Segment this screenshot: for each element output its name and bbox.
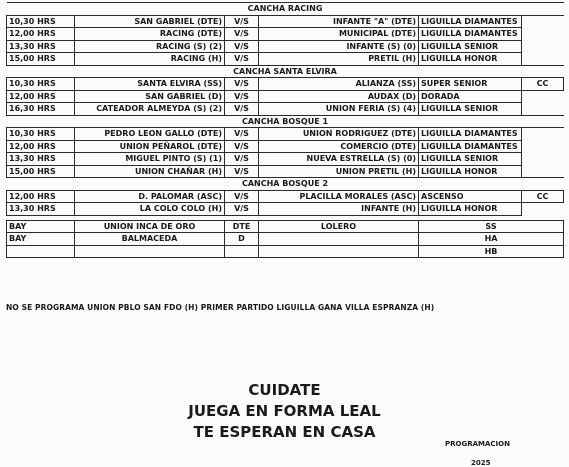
match-home: SAN GABRIEL (D): [75, 90, 225, 103]
match-time: 10,30 HRS: [7, 15, 75, 28]
match-away: UNION FERIA (S) (4): [259, 103, 419, 116]
bye-team: UNION INCA DE ORO: [75, 220, 225, 233]
match-flag: [522, 153, 564, 166]
table-row: [7, 90, 564, 103]
bye-label: [7, 245, 75, 258]
bye-row: [7, 245, 564, 258]
table-row: [7, 103, 564, 116]
section-header-row: [7, 115, 564, 128]
match-flag: CC: [522, 78, 564, 91]
match-time: 16,30 HRS: [7, 103, 75, 116]
match-flag: [522, 40, 564, 53]
match-vs: V/S: [225, 78, 259, 91]
table-row: [7, 78, 564, 91]
bye-row: [7, 220, 564, 233]
match-time: 10,30 HRS: [7, 78, 75, 91]
match-home: RACING (DTE): [75, 28, 225, 41]
match-vs: V/S: [225, 90, 259, 103]
match-flag: CC: [522, 190, 564, 203]
schedule-note: NO SE PROGRAMA UNION PBLO SAN FDO (H) PRIMER PARTIDO LIGUILLA GANA VILLA ESPRANZA (H): [6, 303, 435, 312]
match-category: LIGUILLA DIAMANTES: [419, 28, 522, 41]
section-title: CANCHA BOSQUE 2: [7, 178, 564, 191]
section-title: CANCHA RACING: [7, 3, 564, 16]
match-category: LIGUILLA HONOR: [419, 165, 522, 178]
match-flag: [522, 140, 564, 153]
match-vs: V/S: [225, 40, 259, 53]
bye-category: [225, 245, 259, 258]
match-home: CATEADOR ALMEYDA (S) (2): [75, 103, 225, 116]
match-flag: [522, 128, 564, 141]
match-time: 12,00 HRS: [7, 90, 75, 103]
table-row: [7, 153, 564, 166]
match-home: D. PALOMAR (ASC): [75, 190, 225, 203]
motto-line-2: JUEGA EN FORMA LEAL: [188, 402, 381, 420]
match-time: 13,30 HRS: [7, 40, 75, 53]
bye-team-2: LOLERO: [259, 220, 419, 233]
match-time: 13,30 HRS: [7, 153, 75, 166]
match-home: SANTA ELVIRA (SS): [75, 78, 225, 91]
match-category: LIGUILLA SENIOR: [419, 40, 522, 53]
match-flag: [522, 90, 564, 103]
match-home: UNION PEÑAROL (DTE): [75, 140, 225, 153]
match-category: LIGUILLA DIAMANTES: [419, 140, 522, 153]
match-category: LIGUILLA HONOR: [419, 53, 522, 66]
match-vs: V/S: [225, 128, 259, 141]
program-year: 2025: [471, 459, 491, 467]
match-away: UNION RODRIGUEZ (DTE): [259, 128, 419, 141]
match-time: 12,00 HRS: [7, 190, 75, 203]
match-away: INFANTE (S) (0): [259, 40, 419, 53]
bye-row: [7, 233, 564, 246]
table-row: [7, 190, 564, 203]
match-home: RACING (S) (2): [75, 40, 225, 53]
bye-label: BAY: [7, 233, 75, 246]
program-label: PROGRAMACION: [445, 440, 510, 448]
match-flag: [522, 28, 564, 41]
section-title: CANCHA SANTA ELVIRA: [7, 65, 564, 78]
match-category: LIGUILLA SENIOR: [419, 103, 522, 116]
section-header-row: [7, 178, 564, 191]
match-vs: V/S: [225, 103, 259, 116]
match-vs: V/S: [225, 140, 259, 153]
match-away: PRETIL (H): [259, 53, 419, 66]
match-home: RACING (H): [75, 53, 225, 66]
motto-block: [0, 380, 569, 443]
match-flag: [522, 53, 564, 66]
match-vs: V/S: [225, 53, 259, 66]
match-flag: [522, 203, 564, 216]
bye-team-2: [259, 233, 419, 246]
match-away: ALIANZA (SS): [259, 78, 419, 91]
bye-series: SS: [419, 220, 564, 233]
match-vs: V/S: [225, 153, 259, 166]
table-row: [7, 28, 564, 41]
motto-line-1: CUIDATE: [248, 381, 321, 399]
table-row: [7, 203, 564, 216]
match-flag: [522, 165, 564, 178]
match-vs: V/S: [225, 203, 259, 216]
match-away: MUNICIPAL (DTE): [259, 28, 419, 41]
match-vs: V/S: [225, 28, 259, 41]
match-time: 15,00 HRS: [7, 53, 75, 66]
match-category: LIGUILLA HONOR: [419, 203, 522, 216]
match-time: 13,30 HRS: [7, 203, 75, 216]
match-category: SUPER SENIOR: [419, 78, 522, 91]
match-home: SAN GABRIEL (DTE): [75, 15, 225, 28]
table-row: [7, 53, 564, 66]
match-away: INFANTE "A" (DTE): [259, 15, 419, 28]
match-category: ASCENSO: [419, 190, 522, 203]
schedule-sheet: [6, 2, 563, 258]
table-row: [7, 40, 564, 53]
match-vs: V/S: [225, 165, 259, 178]
table-row: [7, 128, 564, 141]
table-row: [7, 140, 564, 153]
match-away: COMERCIO (DTE): [259, 140, 419, 153]
motto-line-3: TE ESPERAN EN CASA: [193, 423, 376, 441]
bye-team: BALMACEDA: [75, 233, 225, 246]
match-category: LIGUILLA DIAMANTES: [419, 128, 522, 141]
match-time: 12,00 HRS: [7, 140, 75, 153]
match-time: 10,30 HRS: [7, 128, 75, 141]
match-away: PLACILLA MORALES (ASC): [259, 190, 419, 203]
match-away: INFANTE (H): [259, 203, 419, 216]
section-title: CANCHA BOSQUE 1: [7, 115, 564, 128]
bye-category: D: [225, 233, 259, 246]
bye-series: HB: [419, 245, 564, 258]
schedule-table: [6, 2, 564, 258]
match-time: 12,00 HRS: [7, 28, 75, 41]
bye-category: DTE: [225, 220, 259, 233]
match-category: DORADA: [419, 90, 522, 103]
bye-series: HA: [419, 233, 564, 246]
match-away: NUEVA ESTRELLA (S) (0): [259, 153, 419, 166]
table-row: [7, 165, 564, 178]
section-header-row: [7, 65, 564, 78]
match-vs: V/S: [225, 190, 259, 203]
match-flag: [522, 103, 564, 116]
match-home: MIGUEL PINTO (S) (1): [75, 153, 225, 166]
match-category: LIGUILLA SENIOR: [419, 153, 522, 166]
bye-team: [75, 245, 225, 258]
table-row: [7, 15, 564, 28]
match-away: AUDAX (D): [259, 90, 419, 103]
match-home: PEDRO LEON GALLO (DTE): [75, 128, 225, 141]
match-home: LA COLO COLO (H): [75, 203, 225, 216]
match-time: 15,00 HRS: [7, 165, 75, 178]
match-home: UNION CHAÑAR (H): [75, 165, 225, 178]
bye-label: BAY: [7, 220, 75, 233]
match-flag: [522, 15, 564, 28]
bye-team-2: [259, 245, 419, 258]
match-away: UNION PRETIL (H): [259, 165, 419, 178]
match-vs: V/S: [225, 15, 259, 28]
match-category: LIGUILLA DIAMANTES: [419, 15, 522, 28]
section-header-row: [7, 3, 564, 16]
